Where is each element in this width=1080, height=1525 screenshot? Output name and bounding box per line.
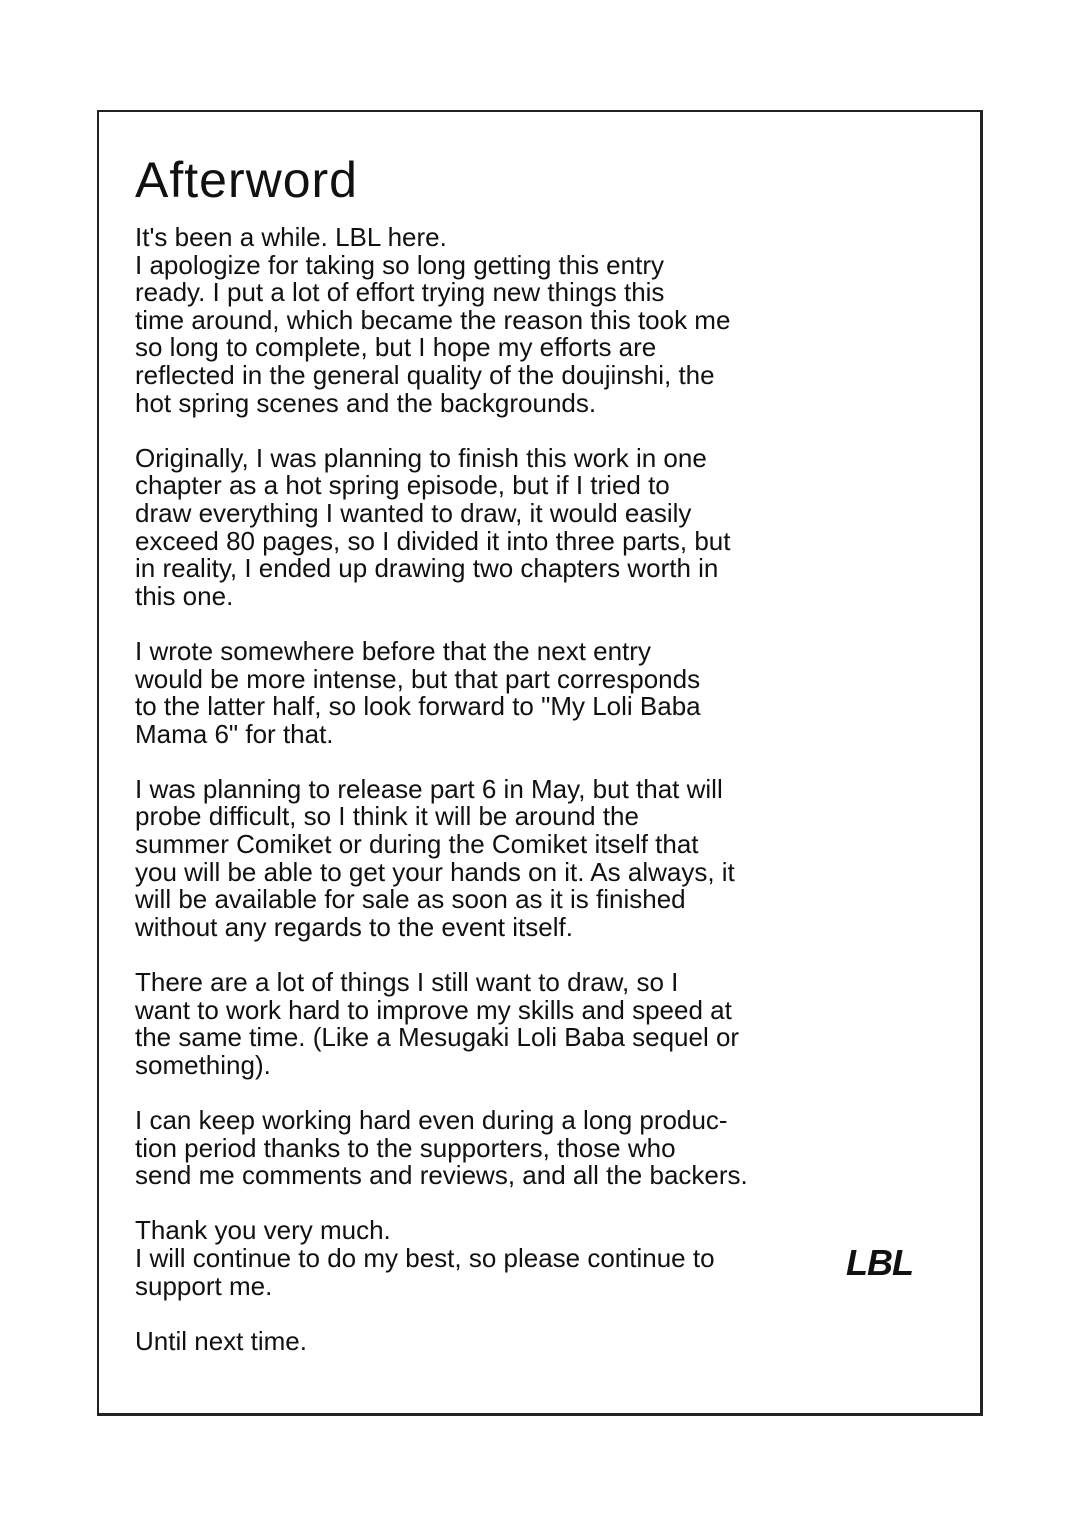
text-line: hot spring scenes and the backgrounds. [135,387,597,418]
text-line: send me comments and reviews, and all the backers. [135,1160,748,1191]
text-line: summer Comiket or during the Comiket itself that [135,829,699,860]
text-line: chapter as a hot spring episode, but if I tried to [135,470,670,501]
text-line: this one. [135,580,234,611]
text-line: Originally, I was planning to finish this work in one [135,442,707,473]
text-line: tion period thanks to the supporters, those who [135,1132,676,1163]
text-line: It's been a while. LBL here. [135,222,447,252]
paragraph [135,1325,835,1356]
text-line: probe difficult, so I think it will be around the [135,801,639,832]
page-title: Afterword [135,152,358,208]
paragraph [135,969,835,1079]
afterword-body [135,224,835,1383]
text-line: reflected in the general quality of the doujinshi, the [135,359,715,390]
text-line: I was planning to release part 6 in May, but that will [135,773,723,804]
paragraph [135,224,835,417]
text-line: something). [135,1049,271,1080]
text-line: would be more intense, but that part corresponds [135,663,701,694]
paragraph [135,442,835,611]
text-line: I wrote somewhere before that the next entry [135,635,651,666]
text-line: Mama 6" for that. [135,718,334,749]
text-line: support me. [135,1270,273,1301]
text-line: you will be able to get your hands on it. As always, it [135,856,735,887]
text-line: exceed 80 pages, so I divided it into three parts, but [135,525,731,556]
text-line: will be available for sale as soon as it is finished [135,884,686,915]
text-line: want to work hard to improve my skills and speed at [135,994,732,1025]
text-line: draw everything I wanted to draw, it would easily [135,497,692,528]
text-line: Until next time. [135,1325,307,1356]
paragraph [135,1217,835,1300]
text-line: to the latter half, so look forward to "My Loli Baba [135,691,701,722]
paragraph [135,773,835,942]
text-line: without any regards to the event itself. [135,911,573,942]
author-signature: LBL [846,1242,913,1283]
paragraph [135,635,835,749]
text-line: the same time. (Like a Mesugaki Loli Baba sequel or [135,1022,740,1053]
text-line: in reality, I ended up drawing two chapters worth in [135,553,719,584]
text-line: I will continue to do my best, so please continue to [135,1242,715,1273]
text-line: ready. I put a lot of effort trying new things this [135,277,665,308]
text-line: Thank you very much. [135,1215,391,1246]
text-line: time around, which became the reason this took me [135,304,731,335]
text-line: so long to complete, but I hope my efforts are [135,332,657,363]
text-line: There are a lot of things I still want to draw, so I [135,967,679,998]
text-line: I can keep working hard even during a long produc- [135,1105,728,1135]
text-line: I apologize for taking so long getting this entry [135,249,664,280]
paragraph [135,1107,835,1190]
